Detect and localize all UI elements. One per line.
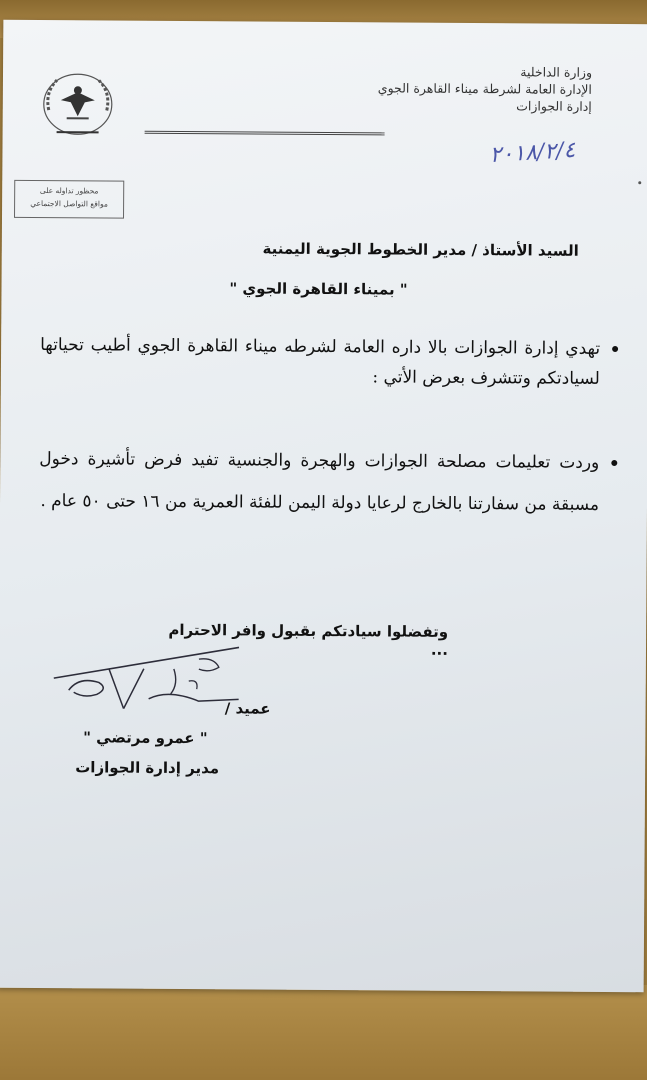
stamp-line-2: مواقع التواصل الاجتماعي — [30, 198, 108, 209]
bullet-icon — [612, 346, 618, 352]
letterhead-directorate: الإدارة العامة لشرطة ميناء القاهرة الجوي — [377, 80, 592, 97]
restriction-stamp-box — [14, 180, 124, 219]
body-paragraph-2-text: وردت تعليمات مصلحة الجوازات والهجرة والجنسية تفيد فرض تأشيرة دخول مسبقة من سفارتنا بالخارج لرعايا دولة اليمن للفئة العمرية من ١٦ حتى ٥٠ عام . — [39, 449, 600, 515]
body-paragraph-1-text: تهدي إدارة الجوازات بالا داره العامة لشرطه ميناء القاهرة الجوي أطيب تحياتها لسيادتكم وتتشرف بعرض الأتي : — [40, 335, 601, 389]
letterhead — [312, 62, 592, 115]
addressee-location: " بميناء القاهرة الجوي " — [229, 279, 408, 299]
letterhead-department: إدارة الجوازات — [516, 98, 592, 114]
addressee-salutation: السيد الأستاذ / مدير الخطوط الجوية اليمنية — [262, 239, 579, 260]
page-mark — [638, 181, 641, 184]
body-paragraph-1 — [40, 330, 600, 394]
signatory-name: " عمرو مرتضي " — [83, 728, 208, 748]
handwritten-date: ٢٠١٨/٢/٤ — [488, 137, 577, 169]
letterhead-ministry: وزارة الداخلية — [520, 64, 593, 80]
signatory-title: مدير إدارة الجوازات — [75, 758, 220, 778]
signatory-rank: عميد / — [224, 699, 271, 718]
letter-page — [0, 20, 647, 992]
bullet-icon — [611, 460, 617, 466]
table-surface-bottom — [0, 985, 647, 1080]
stamp-line-1: محظور تداوله على — [39, 186, 99, 196]
letterhead-divider — [145, 131, 385, 136]
body-paragraph-2 — [39, 438, 600, 526]
closing-line: وتفضلوا سيادتكم بقبول وافر الاحترام ... — [168, 620, 449, 659]
police-eagle-emblem-icon — [37, 70, 120, 143]
